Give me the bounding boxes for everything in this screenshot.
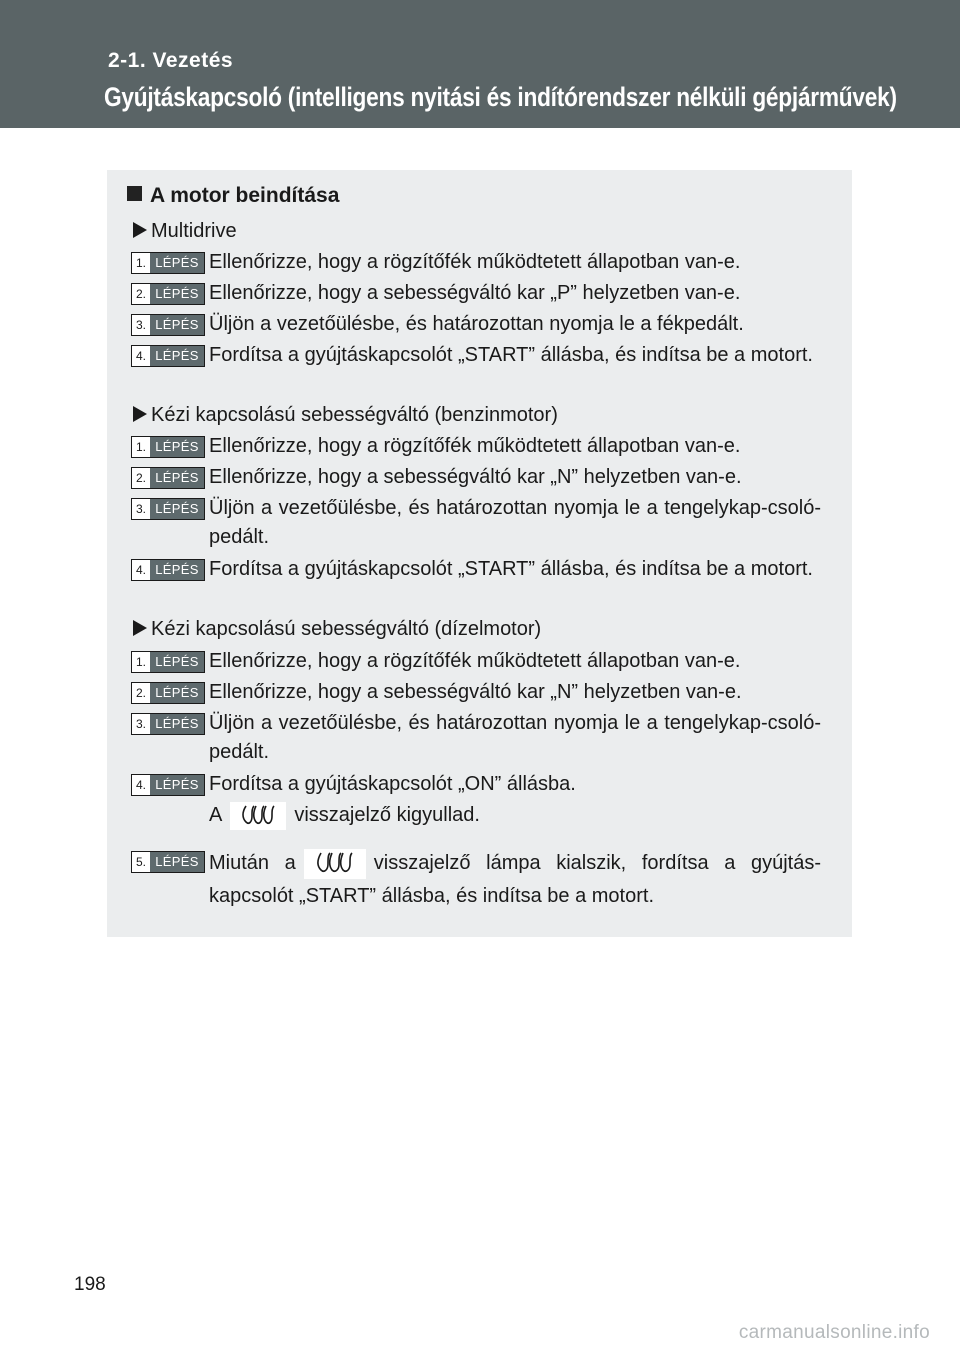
step-number: 2. [135,287,146,301]
step-number: 5. [135,855,146,869]
glow-plug-indicator-icon [230,802,286,830]
step-badge-label: LÉPÉS [150,315,204,335]
step-item [131,647,821,676]
step-number: 2. [135,471,146,485]
step-number: 4. [135,563,146,577]
step-text: Fordítsa a gyújtáskapcsolót „START” állásba, és indítsa be a motort. [209,558,813,580]
step-badge [131,314,205,336]
step-item [131,678,821,707]
step-badge-label: LÉPÉS [150,284,204,304]
step-number: 1. [135,655,146,669]
step-item [131,279,821,308]
step-text: Ellenőrizze, hogy a rögzítőfék működtetett állapotban van-e. [209,435,741,457]
step-badge [131,345,205,367]
step-text: Ellenőrizze, hogy a rögzítőfék működtetett állapotban van-e. [209,650,741,672]
step-text: Üljön a vezetőülésbe, és határozottan nyomja le a tengelykap-csoló-pedált. [209,712,821,763]
step-badge [131,651,205,673]
step-text: Fordítsa a gyújtáskapcsolót „START” állásba, és indítsa be a motort. [209,344,813,366]
step-badge-label: LÉPÉS [150,714,204,734]
procedure-panel [107,170,852,937]
group-label-text: Multidrive [151,220,237,242]
step-badge [131,436,205,458]
step-text-indicator-line [209,801,821,830]
step-text-part: A [209,804,223,826]
step-text: Üljön a vezetőülésbe, és határozottan nyomja le a fékpedált. [209,313,744,335]
step-number: 4. [135,778,146,792]
step-badge-label: LÉPÉS [150,775,204,795]
step-badge-label: LÉPÉS [150,560,204,580]
glow-plug-indicator-icon [304,849,366,879]
page-number: 198 [74,1274,106,1295]
step-item [131,248,821,277]
step-item [131,555,821,584]
step-text-part: visszajelző lámpa kialszik, fordítsa a gyújtás-kapcsolót „START” állásba, és indítsa be a motort. [209,852,821,907]
step-text: Ellenőrizze, hogy a rögzítőfék működtetett állapotban van-e. [209,251,741,273]
group-label-multidrive [133,220,237,243]
step-badge [131,713,205,735]
watermark: carmanualsonline.info [738,1322,930,1343]
section-label: 2-1. Vezetés [108,49,234,72]
step-item [131,341,821,370]
page-title: Gyújtáskapcsoló (intelligens nyitási és indítórendszer nélküli gépjárművek) [104,82,897,112]
step-item [131,770,821,830]
panel-heading-text: A motor beindítása [150,184,340,207]
group-label-manual-diesel [133,618,541,641]
step-text [209,847,821,913]
step-badge [131,467,205,489]
step-number: 3. [135,502,146,516]
step-badge-label: LÉPÉS [150,437,204,457]
step-badge-label: LÉPÉS [150,468,204,488]
step-text-part: visszajelző kigyullad. [294,804,480,826]
step-badge [131,498,205,520]
step-badge-label: LÉPÉS [150,253,204,273]
step-badge-label: LÉPÉS [150,499,204,519]
step-item [131,847,821,913]
step-badge [131,252,205,274]
step-item [131,709,821,767]
step-text: Fordítsa a gyújtáskapcsolót „ON” állásba. [209,773,576,795]
step-text-part: Miután a [209,852,296,874]
square-bullet-icon [127,186,142,201]
step-number: 1. [135,440,146,454]
step-number: 3. [135,318,146,332]
step-text: Ellenőrizze, hogy a sebességváltó kar „P” helyzetben van-e. [209,282,741,304]
step-item [131,494,821,552]
step-number: 1. [135,256,146,270]
step-number: 4. [135,349,146,363]
step-badge [131,851,205,873]
step-badge-label: LÉPÉS [150,652,204,672]
page-header [0,0,960,128]
step-badge-label: LÉPÉS [150,683,204,703]
group-label-text: Kézi kapcsolású sebességváltó (dízelmotor) [151,618,542,640]
group-label-manual-petrol [133,404,558,427]
step-badge [131,559,205,581]
group-label-text: Kézi kapcsolású sebességváltó (benzinmotor) [151,404,558,426]
step-number: 3. [135,717,146,731]
step-badge-label: LÉPÉS [150,346,204,366]
panel-heading [127,184,339,208]
triangle-bullet-icon [133,222,147,238]
step-text: Üljön a vezetőülésbe, és határozottan nyomja le a tengelykap-csoló-pedált. [209,497,821,548]
step-number: 2. [135,686,146,700]
step-item [131,463,821,492]
step-badge [131,682,205,704]
step-badge [131,774,205,796]
triangle-bullet-icon [133,406,147,422]
triangle-bullet-icon [133,620,147,636]
step-text: Ellenőrizze, hogy a sebességváltó kar „N” helyzetben van-e. [209,681,742,703]
step-text: Ellenőrizze, hogy a sebességváltó kar „N” helyzetben van-e. [209,466,742,488]
step-badge-label: LÉPÉS [150,852,204,872]
step-badge [131,283,205,305]
step-item [131,432,821,461]
step-item [131,310,821,339]
